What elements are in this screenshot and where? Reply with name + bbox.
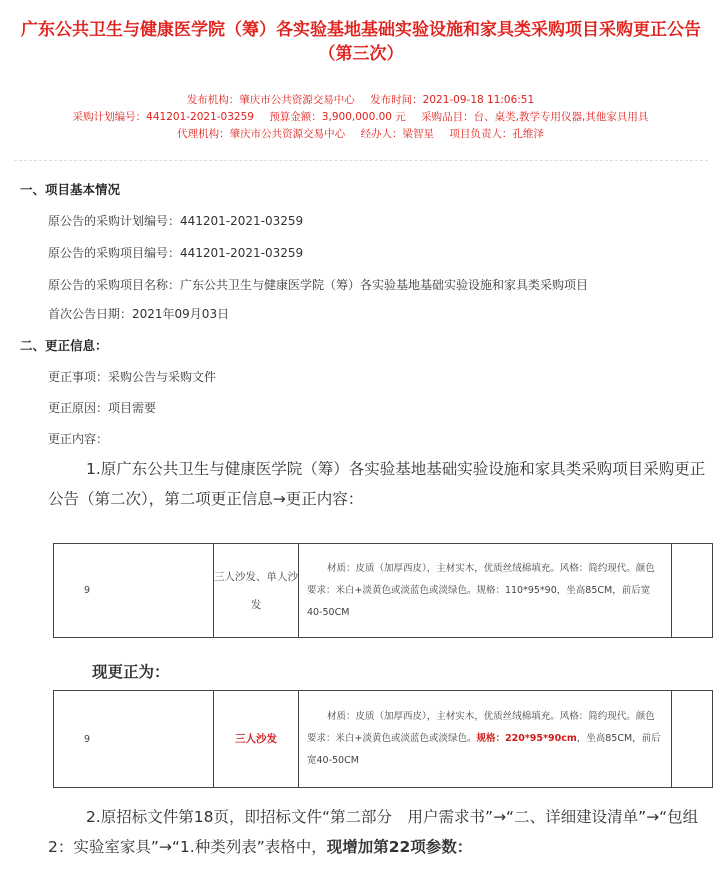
item-name: 三人沙发 (214, 691, 299, 788)
section-1-heading: 一、项目基本情况 (20, 182, 121, 197)
added-item-emphasis: 现增加第22项参数： (326, 838, 473, 856)
item-number: 9 (54, 691, 214, 788)
correction-content-label: 更正内容： (48, 432, 109, 446)
table-row (54, 691, 713, 788)
correction-reason: 更正原因：项目需要 (48, 401, 157, 415)
item-name: 三人沙发、单人沙发 (214, 544, 299, 638)
procurement-items: 采购品目：台、桌类,教学专用仪器,其他家具用具 (421, 111, 649, 123)
spec-label-highlight: 规格： (476, 733, 505, 744)
orig-project-name: 原公告的采购项目名称：广东公共卫生与健康医学院（筹）各实验基地基础实验设施和家具类采购项目 (48, 278, 589, 292)
project-manager: 项目负责人：孔维泽 (449, 128, 544, 140)
now-corrected-label: 现更正为： (92, 663, 170, 681)
table-row (54, 544, 713, 638)
empty-cell (672, 691, 713, 788)
section-2-heading: 二、更正信息： (20, 338, 108, 353)
original-spec-table (53, 543, 713, 638)
item-description: 材质：皮质（加厚西皮），主材实木，优质丝绒棉填充。风格：简约现代。颜色要求：米白+淡黄色或淡蓝色或淡绿色。规格：220*95*90cm，坐高85CM，前后宽40-50CM (299, 691, 672, 788)
first-notice-date: 首次公告日期：2021年09月03日 (48, 307, 230, 321)
agency: 代理机构：肇庆市公共资源交易中心 (177, 128, 346, 140)
spec-size-highlight: 220*95*90cm (504, 733, 577, 744)
budget: 预算金额：3,900,000.00 元 (269, 111, 406, 123)
corrected-spec-table (53, 690, 713, 788)
publisher: 发布机构：肇庆市公共资源交易中心 (186, 94, 355, 106)
plan-number: 采购计划编号：441201-2021-03259 (72, 111, 254, 123)
orig-project-number: 原公告的采购项目编号：441201-2021-03259 (48, 246, 304, 260)
empty-cell (672, 544, 713, 638)
correction-paragraph-1: 1.原广东公共卫生与健康医学院（筹）各实验基地基础实验设施和家具类采购项目采购更正公告（第二次），第二项更正信息→更正内容： (48, 460, 706, 508)
handler: 经办人：梁智星 (360, 128, 434, 140)
publish-time: 发布时间：2021-09-18 11:06:51 (370, 94, 535, 106)
correction-item: 更正事项：采购公告与采购文件 (48, 370, 217, 384)
meta-row-2 (0, 110, 721, 124)
meta-row-3 (0, 127, 721, 141)
correction-paragraph-2: 2.原招标文件第18页，即招标文件“第二部分 用户需求书”→“二、详细建设清单”→“包组2：实验室家具”→“1.种类列表”表格中，现增加第22项参数： (48, 808, 699, 856)
orig-plan-number: 原公告的采购计划编号：441201-2021-03259 (48, 214, 304, 228)
notice-title: 广东公共卫生与健康医学院（筹）各实验基地基础实验设施和家具类采购项目采购更正公告（第三次） (21, 20, 701, 64)
item-description: 材质：皮质（加厚西皮），主材实木，优质丝绒棉填充。风格：简约现代。颜色要求：米白+淡黄色或淡蓝色或淡绿色。规格：110*95*90，坐高85CM，前后宽40-50CM (299, 544, 672, 638)
meta-row-1 (0, 93, 721, 107)
item-number: 9 (54, 544, 214, 638)
divider (14, 160, 708, 161)
